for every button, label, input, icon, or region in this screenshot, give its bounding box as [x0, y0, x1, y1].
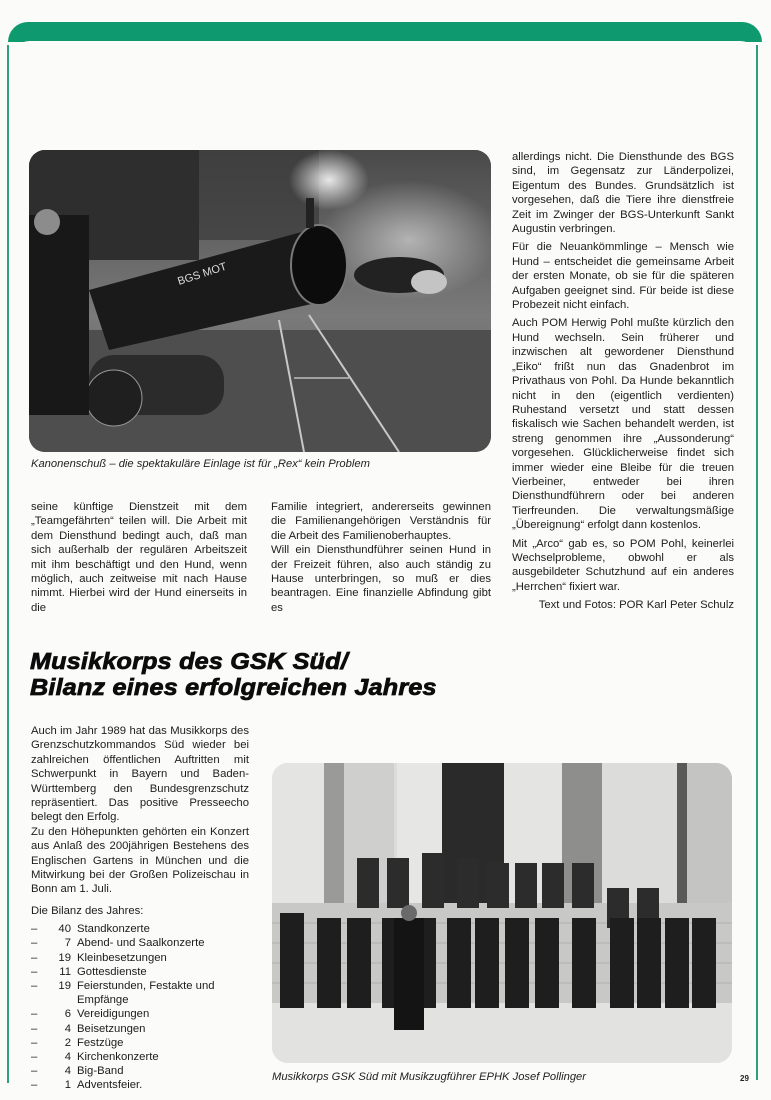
paragraph: allerdings nicht. Die Diensthunde des BGS sind, im Gegensatz zur Länderpolizei, Eigentum des Bundes. Grundsätzlich ist vorgesehen, daß die Tiere ihre dienstfreie Zeit im Zwinger der BGS-Unterkunft Sankt Augustin verbringen. [512, 151, 734, 236]
list-dash: – [31, 1022, 38, 1035]
list-dash: – [31, 965, 38, 978]
list-item [31, 1022, 267, 1036]
right-border-line [756, 45, 758, 1080]
barrel-label: BGS MOT [176, 260, 229, 288]
list-count: 4 [64, 1022, 71, 1035]
paragraph: seine künftige Dienstzeit mit dem „Teamgefährten“ teilen will. Die Arbeit mit dem Diensthund bedingt auch, daß man sich außerhalb der regulären Arbeitszeit mit ihm beschäftigt und den Hund, wenn möglich, auch zeitweise mit nach Hause nimmt. Hierbei wird der Hund einerseits in die [31, 501, 247, 614]
list-dash: – [31, 1051, 38, 1064]
paragraph: Familie integriert, andererseits gewinnen die Familienangehörigen Verständnis für die Arbeit des Familienoberhauptes. [271, 501, 491, 542]
list-count: 2 [64, 1036, 71, 1049]
list-count: 19 [58, 951, 71, 964]
list-count: 4 [64, 1065, 71, 1078]
bilanz-title: Die Bilanz des Jahres: [31, 905, 144, 917]
list-dash: – [31, 951, 38, 964]
list-item [31, 922, 267, 936]
list-label: Kirchenkonzerte [77, 1051, 159, 1064]
article1-column-3 [512, 150, 734, 617]
list-item [31, 1007, 267, 1021]
list-label: Festzüge [77, 1036, 124, 1049]
list-dash: – [31, 923, 38, 936]
article2-intro [31, 724, 249, 901]
list-count: 11 [59, 965, 71, 978]
list-label: Standkonzerte [77, 923, 150, 936]
list-label: Feierstunden, Festakte und Empfänge [77, 980, 215, 1007]
paragraph: Zu den Höhepunkten gehörten ein Konzert aus Anlaß des 200jährigen Bestehens des Englischen Gartens in München und die Mitwirkung bei der Großen Polizeischau in Bonn am 1. Juli. [31, 825, 249, 896]
list-count: 19 [58, 980, 71, 993]
list-item [31, 951, 267, 965]
list-dash: – [31, 1036, 38, 1049]
list-item [31, 1036, 267, 1050]
list-dash: – [31, 980, 38, 993]
article1-column-2 [271, 500, 491, 619]
list-dash: – [31, 937, 38, 950]
list-item [31, 1064, 267, 1078]
paragraph: Für die Neuankömmlinge – Mensch wie Hund – entscheidet die gemeinsame Arbeit der ersten Monate, ob sie für die späteren Aufgaben geeignet sind. Für beide ist diese Probezeit nicht einfach. [512, 241, 734, 312]
article2-headline [30, 648, 437, 700]
list-dash: – [31, 1008, 38, 1021]
paragraph: Will ein Diensthundführer seinen Hund in der Freizeit führen, also auch ständig zu Hause unterbringen, so muß er dies beantragen. Eine finanzielle Abfindung gibt es [271, 544, 491, 614]
headline-line-2: Bilanz eines erfolgreichen Jahres [30, 674, 437, 700]
list-count: 7 [64, 937, 71, 950]
headline-line-1: Musikkorps des GSK Süd/ [30, 648, 348, 674]
photo-caption-band: Musikkorps GSK Süd mit Musikzugführer EPHK Josef Pollinger [272, 1071, 586, 1083]
paragraph: Auch POM Herwig Pohl mußte kürzlich den Hund wechseln. Sein früherer und inzwischen alt gewordener Diensthund „Eiko“ frißt nun das Gnadenbrot im Privathaus von Pohl. Da Hunde bekanntlich nicht in den (eigentlich verdienten) Ruhestand versetzt und statt dessen fiskalisch wie Sachen behandelt werden, ist streng genommen ihre „Aussonderung“ vorgesehen. Glücklicherweise findet sich immer wieder eine Bleibe für die treuen Vierbeiner, entweder bei ihren Diensthundführern oder bei anderen Tierfreunden. Die verwaltungsmäßige „Übereignung“ erfolgt dann kostenlos. [512, 317, 734, 532]
list-item [31, 1050, 267, 1064]
list-dash: – [31, 1079, 38, 1092]
list-item [31, 936, 267, 950]
list-label: Big-Band [77, 1065, 124, 1078]
list-label: Abend- und Saalkonzerte [77, 937, 205, 950]
bilanz-list [31, 904, 267, 1093]
green-header-band [8, 22, 762, 42]
list-count: 6 [64, 1008, 71, 1021]
list-item [31, 965, 267, 979]
article1-column-1 [31, 500, 247, 619]
page-number: 29 [740, 1074, 749, 1083]
photo-credit: Text und Fotos: POR Karl Peter Schulz [538, 599, 734, 612]
paragraph: Auch im Jahr 1989 hat das Musikkorps des Grenzschutzkommandos Süd wieder bei zahlreichen öffentlichen Auftritten mit Schwerpunkt in Bayern und Baden-Württemberg den Bundesgrenzschutz repräsentiert. Das positive Presseecho belegt den Erfolg. [31, 725, 249, 824]
photo-caption-dog: Kanonenschuß – die spektakuläre Einlage ist für „Rex“ kein Problem [31, 458, 370, 470]
list-item [31, 1078, 267, 1092]
list-dash: – [31, 1065, 38, 1078]
list-count: 1 [64, 1079, 71, 1092]
paragraph: Mit „Arco“ gab es, so POM Pohl, keinerlei Wechselprobleme, obwohl er als ausgebildeter Schutzhund auf ein anderes „Herrchen“ fixiert war. [512, 537, 734, 593]
list-label: Beisetzungen [77, 1022, 146, 1035]
list-label: Adventsfeier. [77, 1079, 143, 1092]
list-label: Kleinbesetzungen [77, 951, 167, 964]
list-item [31, 979, 267, 1007]
list-count: 40 [58, 923, 71, 936]
photo-dog-cannon [29, 150, 491, 452]
left-border-line [7, 45, 9, 1083]
list-label: Vereidigungen [77, 1008, 150, 1021]
list-count: 4 [64, 1051, 71, 1064]
photo-brass-band [272, 763, 732, 1063]
list-label: Gottesdienste [77, 965, 147, 978]
